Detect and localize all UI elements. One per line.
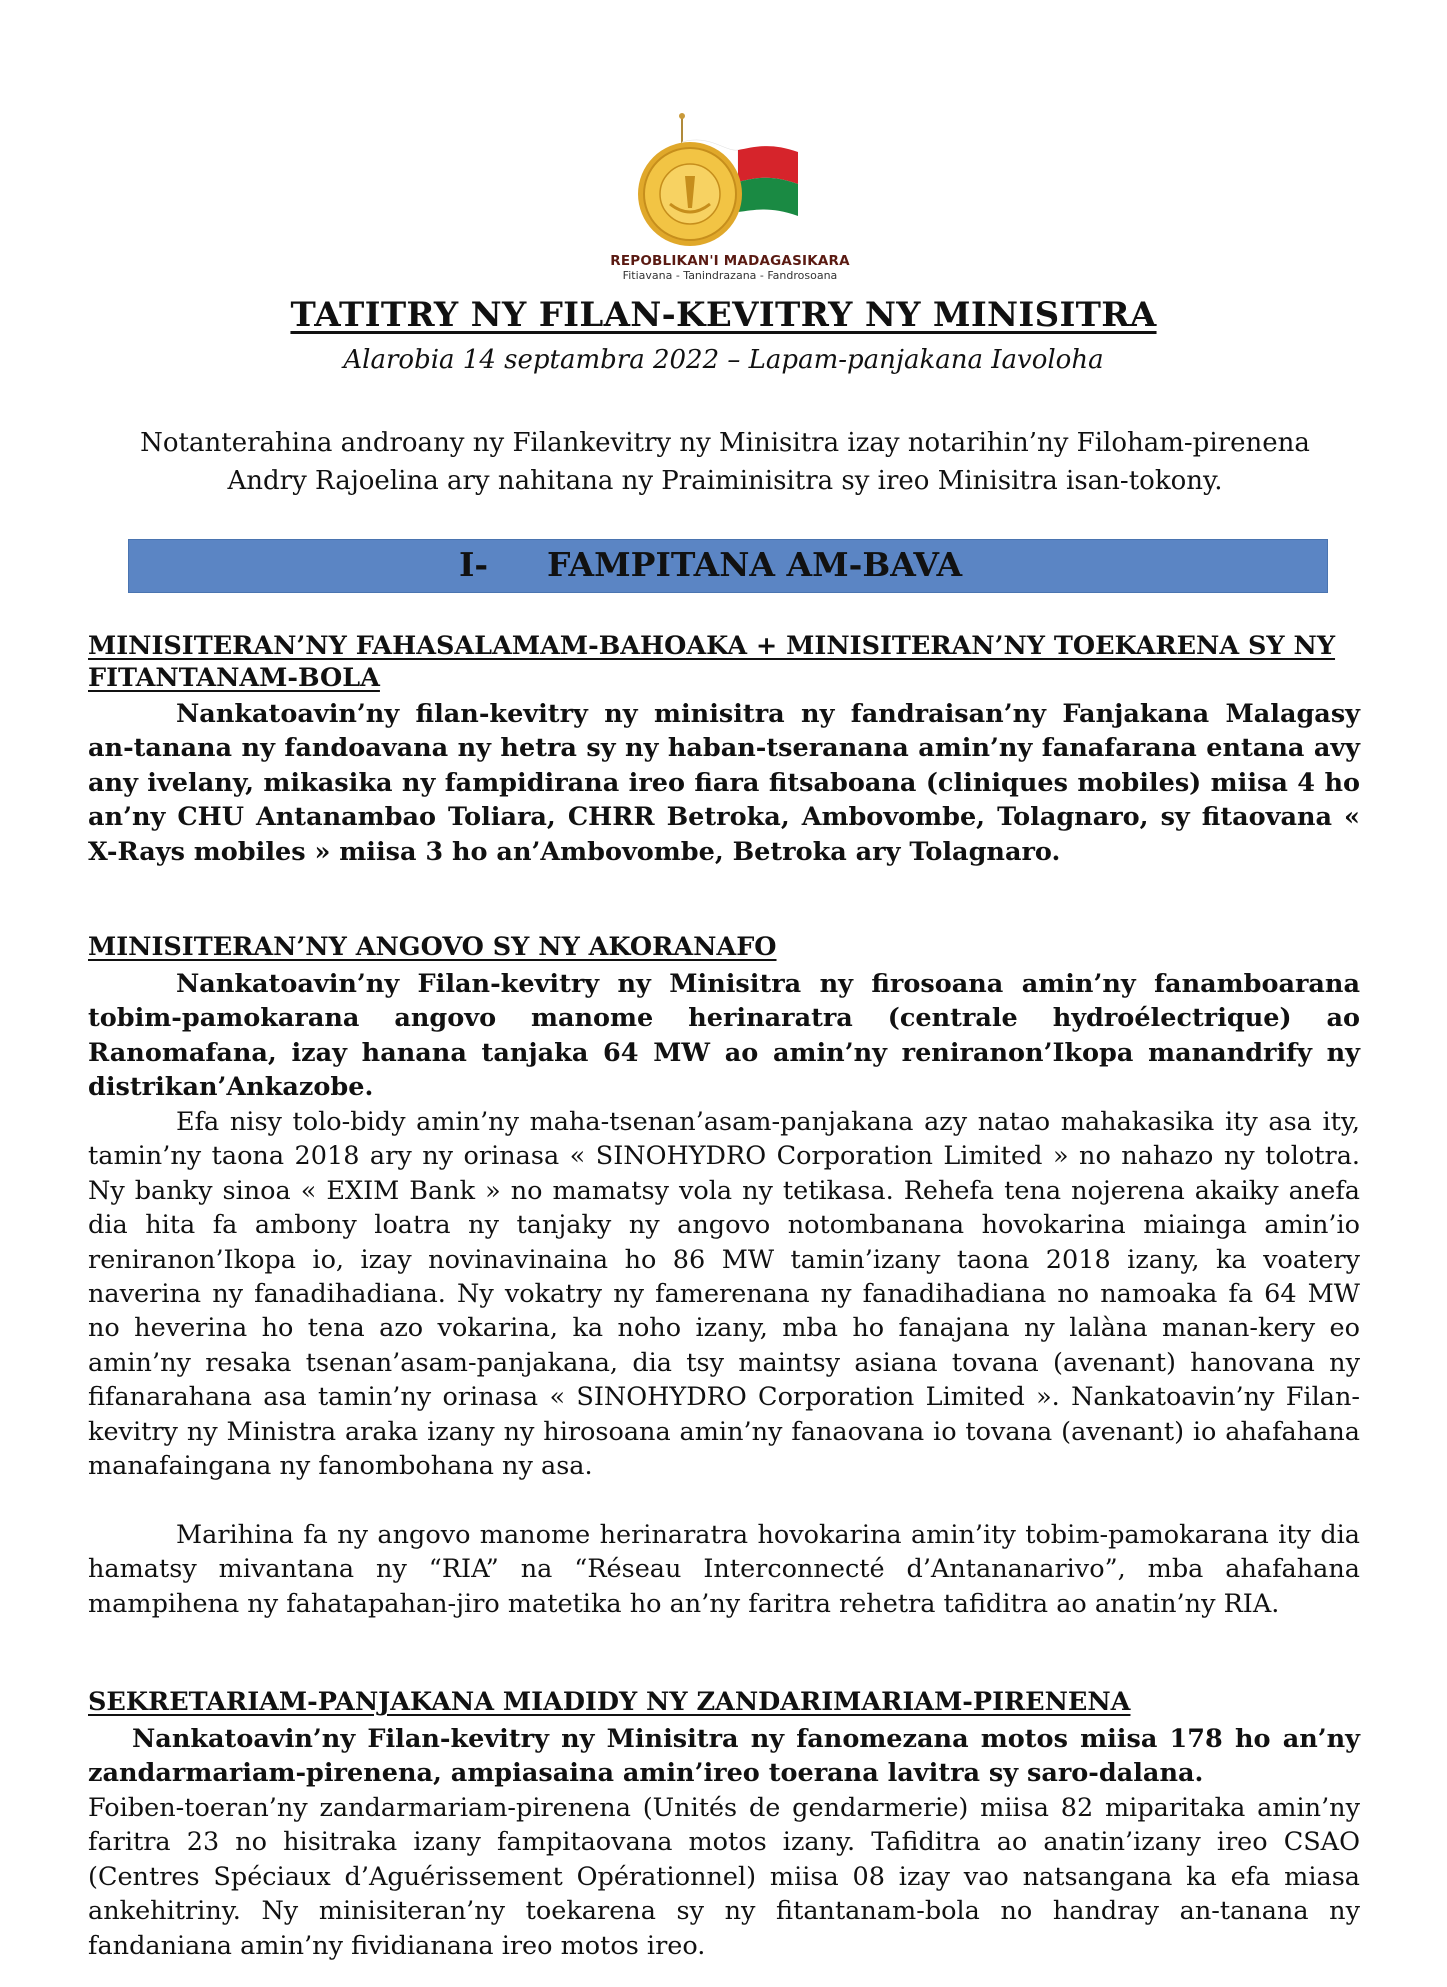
ministry-heading-energy: MINISITERAN’NY ANGOVO SY NY AKORANAFO — [88, 932, 777, 962]
ministry-heading-health-economy: MINISITERAN’NY FAHASALAMAM-BAHOAKA + MINISITERAN’NY TOEKARENA SY NY FITANTANAM-BOLA — [88, 631, 1336, 693]
section-band — [128, 539, 1328, 593]
logo-motto: Fitiavana - Tanindrazana - Fandrosoana — [622, 269, 838, 282]
intro-paragraph: Notanterahina androany ny Filankevitry ny Minisitra izay notarihin’ny Filoham-pirenena Andry Rajoelina ary nahitana ny Praiminisitra sy ireo Minisitra isan-tokony. — [140, 428, 1310, 496]
ministry-paragraph: Nankatoavin’ny Filan-kevitry ny Minisitra ny fanomezana motos miisa 178 ho an’ny zandarmariam-pirenena, ampiasaina amin’ireo toerana lavitra sy saro-dalana. — [88, 1724, 1360, 1789]
republic-logo — [610, 112, 850, 282]
ministry-paragraph: Foiben-toeran’ny zandarmariam-pirenena (Unités de gendarmerie) miisa 82 miparitaka amin’ny faritra 23 no hisitraka izany fampitaovana motos izany. Tafiditra ao anatin’izany ireo CSAO (Centres Spéciaux d’Aguérissement Opérationnel) miisa 08 izay vao natsangana ka efa miasa ankehitriny. Ny minisiteran’ny toekarena sy ny fitantanam-bola no handray an-tanana ny fandaniana amin’ny fividianana ireo motos ireo. — [88, 1793, 1360, 1961]
ministry-paragraph: Efa nisy tolo-bidy amin’ny maha-tsenan’asam-panjakana azy natao mahakasika ity asa ity, tamin’ny taona 2018 ary ny orinasa « SINOHYDRO Corporation Limited » no nahazo ny tolotra. Ny banky sinoa « EXIM Bank » no mamatsy vola ny tetikasa. Rehefa tena nojerena akaiky anefa dia hita fa ambony loatra ny tanjaky ny angovo notombanana hovokarina miainga amin’io reniranon’Ikopa io, izay novinavinaina ho 86 MW tamin’izany taona 2018 izany, ka voatery naverina ny fanadihadiana. Ny vokatry ny famerenana ny fanadihadiana no namoaka fa 64 MW no heverina ho tena azo vokarina, ka noho izany, mba ho fanajana ny lalàna manan-kery eo amin’ny resaka tsenan’asam-panjakana, dia tsy maintsy asiana tovana (avenant) hanovana ny fifanarahana asa tamin’ny orinasa « SINOHYDRO Corporation Limited ». Nankatoavin’ny Filan-kevitry ny Ministra araka izany ny hirosoana amin’ny fanaovana io tovana (avenant) io ahafahana manafaingana ny fanombohana ny asa. — [88, 1107, 1360, 1482]
logo-republic-name: REPOBLIKAN'I MADAGASIKARA — [610, 253, 850, 269]
section-title: FAMPITANA AM-BAVA — [547, 545, 963, 584]
document-title: TATITRY NY FILAN-KEVITRY NY MINISITRA — [290, 295, 1157, 335]
section-number: I- — [459, 545, 489, 584]
ministry-paragraph: Nankatoavin’ny filan-kevitry ny minisitra ny fandraisan’ny Fanjakana Malagasy an-tanana ny fandoavana ny hetra sy ny haban-tseranana amin’ny fanafarana entana avy any ivelany, mikasika ny fampidirana ireo fiara fitsaboana (cliniques mobiles) miisa 4 ho an’ny CHU Antanambao Toliara, CHRR Betroka, Ambovombe, Tolagnaro, sy fitaovana « X-Rays mobiles » miisa 3 ho an’Ambovombe, Betroka ary Tolagnaro. — [88, 699, 1360, 867]
ministry-heading-gendarmerie: SEKRETARIAM-PANJAKANA MIADIDY NY ZANDARIMARIAM-PIRENENA — [88, 1687, 1131, 1717]
ministry-paragraph: Nankatoavin’ny Filan-kevitry ny Minisitra ny firosoana amin’ny fanamboarana tobim-pamokarana angovo manome herinaratra (centrale hydroélectrique) ao Ranomafana, izay hanana tanjaka 64 MW ao amin’ny reniranon’Ikopa manandrify ny distrikan’Ankazobe. — [88, 969, 1360, 1103]
ministry-paragraph: Marihina fa ny angovo manome herinaratra hovokarina amin’ity tobim-pamokarana ity dia hamatsy mivantana ny “RIA” na “Réseau Interconnecté d’Antananarivo”, mba ahafahana mampihena ny fahatapahan-jiro matetika ho an’ny faritra rehetra tafiditra ao anatin’ny RIA. — [88, 1520, 1360, 1619]
madagascar-seal-and-flag-icon — [630, 112, 830, 257]
document-subtitle: Alarobia 14 septambra 2022 – Lapam-panjakana Iavoloha — [343, 345, 1104, 375]
